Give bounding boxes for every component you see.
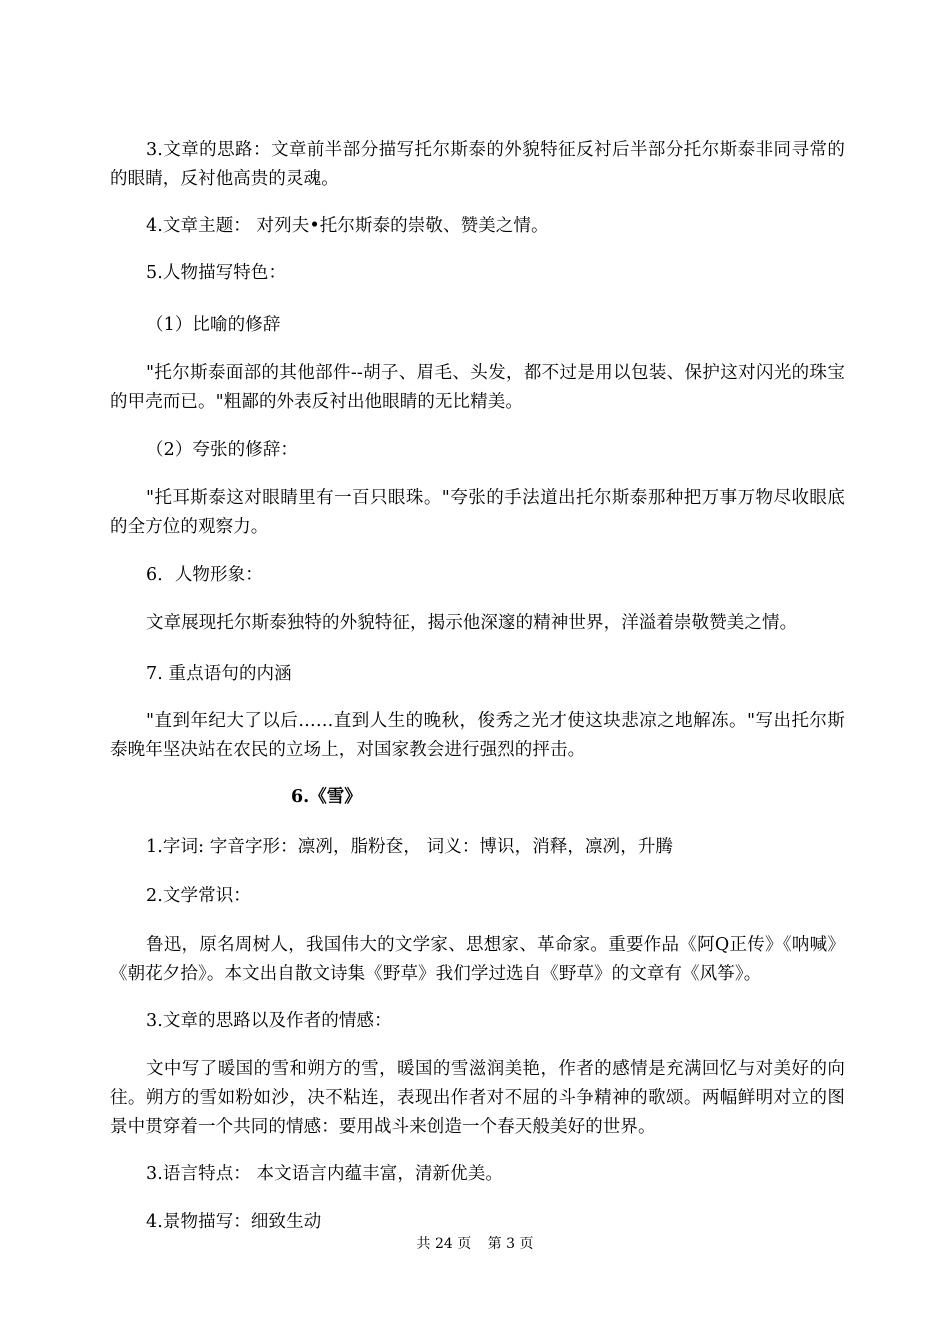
paragraph-hyperbole-quote: "托耳斯泰这对眼睛里有一百只眼珠。"夸张的手法道出托尔斯泰那种把万事万物尽收眼底的全方位的观察力。 [110,488,845,537]
total-pages: 共 24 页 [416,1236,472,1252]
paragraph-key-sentence: "直到年纪大了以后……直到人生的晚秋，俊秀之光才使这块悲凉之地解冻。"写出托尔斯泰晚年坚决站在农民的立场上，对国家教会进行强烈的抨击。 [110,711,845,760]
paragraph-key-sentence-heading: 7. 重点语句的内涵 [146,664,292,684]
paragraph-character-features: 5.人物描写特色： [146,263,287,283]
paragraph-structure-emotion: 文中写了暖国的雪和朔方的雪，暖国的雪滋润美艳，作者的感情是充满回忆与对美好的向往。朔方的雪如粉如沙，决不粘连，表现出作者对不屈的斗争精神的歌颂。两幅鲜明对立的图景中贯穿着一个共同的情感：要用战斗来创造一个春天般美好的世界。 [110,1059,845,1137]
paragraph-hyperbole-heading: （2）夸张的修辞： [146,440,299,460]
paragraph-character-image: 文章展现托尔斯泰独特的外貌特征，揭示他深邃的精神世界，洋溢着崇敬赞美之情。 [146,613,798,633]
paragraph-language-features: 3.语言特点： 本文语言内蕴丰富，清新优美。 [146,1164,503,1184]
paragraph-scenery-description: 4.景物描写：细致生动 [146,1212,322,1232]
paragraph-literary-knowledge: 鲁迅，原名周树人，我国伟大的文学家、思想家、革命家。重要作品《阿Q正传》《呐喊》《朝花夕拾》。本文出自散文诗集《野草》我们学过选自《野草》的文章有《风筝》。 [110,935,845,984]
current-page: 第 3 页 [487,1236,534,1252]
paragraph-metaphor-quote: "托尔斯泰面部的其他部件--胡子、眉毛、头发，都不过是用以包装、保护这对闪光的珠宝的甲壳而已。"粗鄙的外表反衬出他眼睛的无比精美。 [110,363,845,412]
page-footer [0,1234,950,1254]
paragraph-character-image-heading: 6．人物形象： [146,565,263,585]
paragraph-literary-knowledge-heading: 2.文学常识： [146,886,251,906]
section-heading: 6.《雪》 [291,787,362,807]
paragraph-metaphor-heading: （1）比喻的修辞 [146,315,281,335]
paragraph-structure-emotion-heading: 3.文章的思路以及作者的情感： [146,1011,392,1031]
paragraph-article-theme: 4.文章主题： 对列夫•托尔斯泰的崇敬、赞美之情。 [146,216,549,236]
paragraph-vocabulary: 1.字词: 字音字形：凛冽，脂粉奁， 词义：博识，消释，凛冽，升腾 [146,837,674,857]
paragraph-article-structure: 3.文章的思路：文章前半部分描写托尔斯泰的外貌特征反衬后半部分托尔斯泰非同寻常的的眼睛，反衬他高贵的灵魂。 [110,140,845,189]
